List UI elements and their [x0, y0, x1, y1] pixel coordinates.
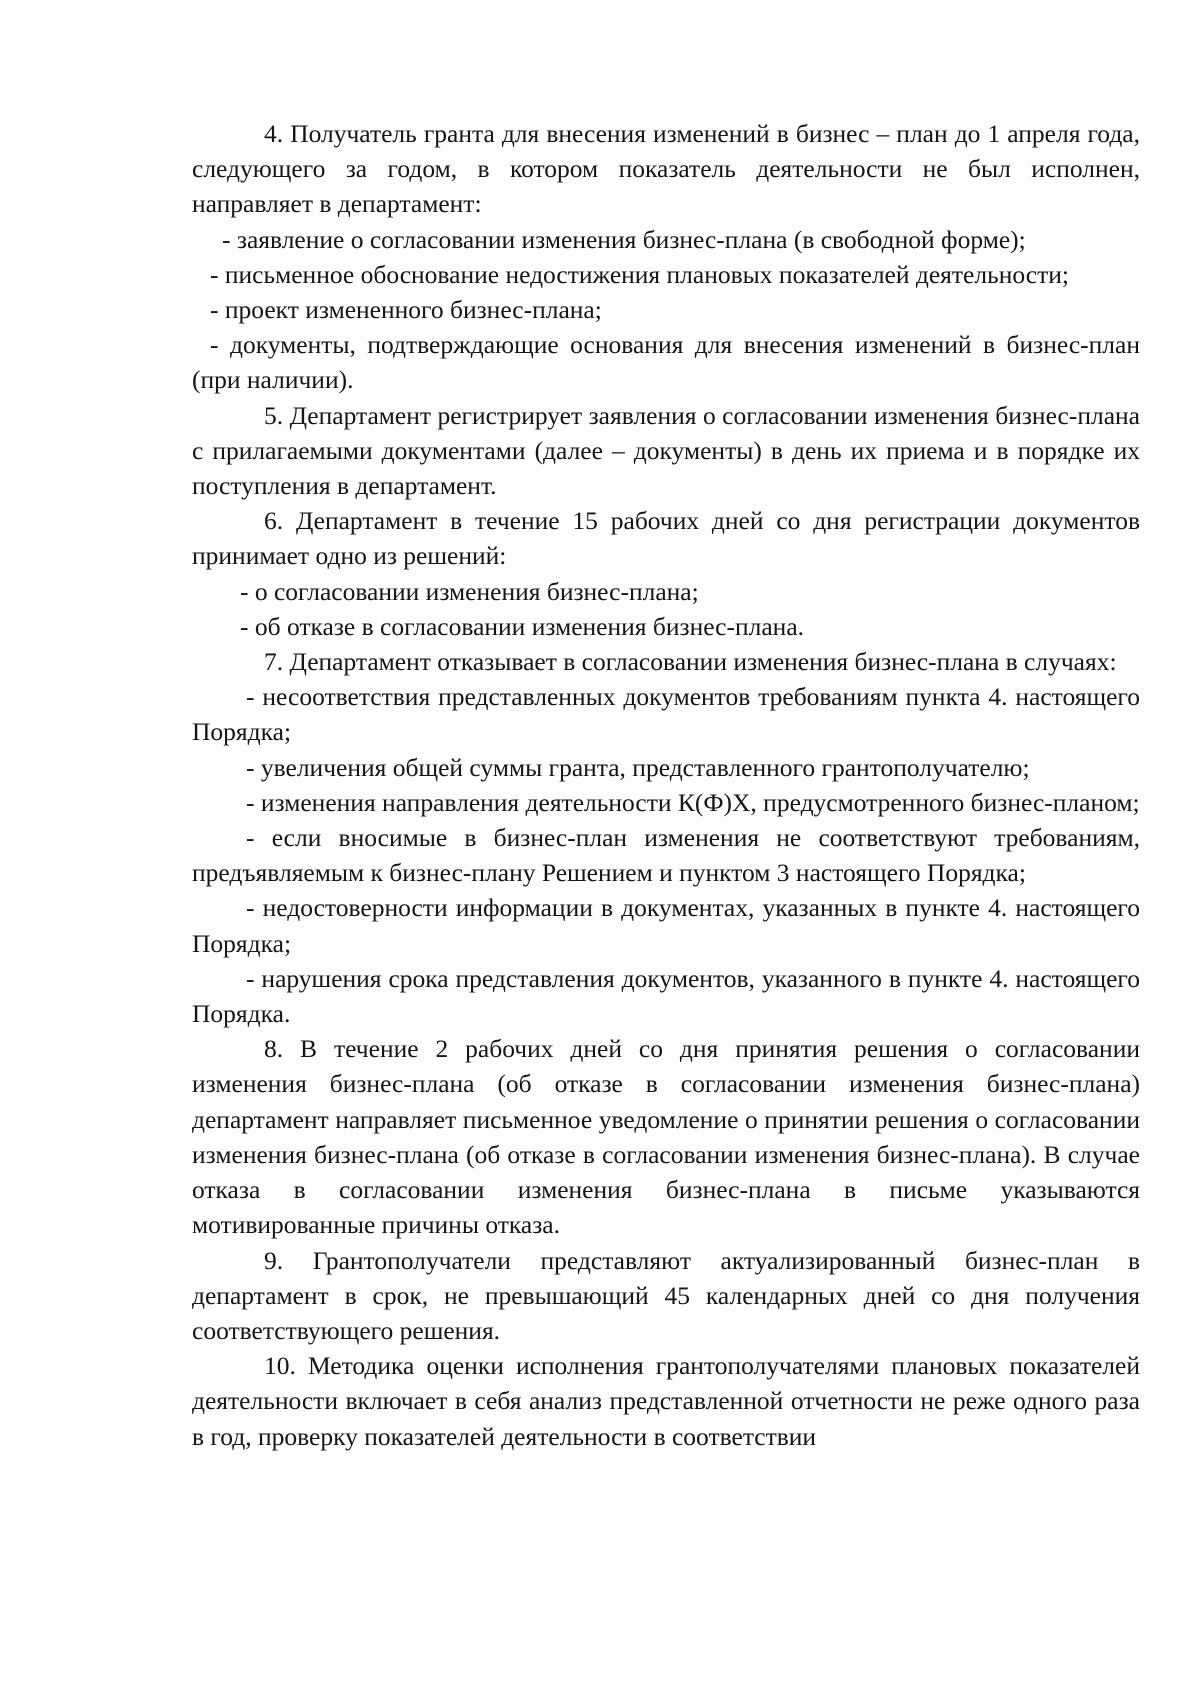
list-item-supporting-documents: - документы, подтверждающие основания для внесения изменений в бизнес-план (при наличии). — [192, 330, 1140, 395]
paragraph-item-10: 10. Методика оценки исполнения грантополучателями плановых показателей деятельности включает в себя анализ представленной отчетности не реже одного раза в год, проверку показателей деятельности в соответствии — [192, 1351, 1140, 1451]
list-item-direction-change: - изменения направления деятельности К(Ф)Х, предусмотренного бизнес-планом; — [246, 787, 1140, 817]
list-item-deadline-violation: - нарушения срока представления документов, указанного в пункте 4. настоящего Порядка. — [192, 963, 1140, 1029]
paragraph-item-6: 6. Департамент в течение 15 рабочих дней со дня регистрации документов принимает одно из решений: — [192, 506, 1140, 571]
paragraph-item-9: 9. Грантополучатели представляют актуализированный бизнес-план в департамент в срок, не превышающий 45 календарных дней со дня получения соответствующего решения. — [192, 1245, 1140, 1345]
list-item-application: - заявление о согласовании изменения бизнес-плана (в свободной форме); — [222, 224, 1026, 254]
list-item-noncompliance: - несоответствия представленных документов требованиям пункта 4. настоящего Порядка; — [192, 682, 1140, 747]
list-item-justification: - письменное обоснование недостижения плановых показателей деятельности; — [210, 259, 1069, 289]
document-body — [192, 116, 1140, 1454]
paragraph-item-8: 8. В течение 2 рабочих дней со дня принятия решения о согласовании изменения бизнес-плана (об отказе в согласовании изменения бизнес-плана) департамент направляет письменное уведомление о принятии решения о согласовании изменения бизнес-плана (об отказе в согласовании изменения бизнес-плана). В случае отказа в согласовании изменения бизнес-плана в письме указываются мотивированные причины отказа. — [192, 1034, 1140, 1240]
list-item-requirements-mismatch: - если вносимые в бизнес-план изменения не соответствуют требованиям, предъявляемым к бизнес-плану Решением и пунктом 3 настоящего Порядка; — [192, 823, 1140, 888]
list-item-approval: - о согласовании изменения бизнес-плана; — [240, 576, 699, 606]
list-item-refusal: - об отказе в согласовании изменения бизнес-плана. — [240, 611, 805, 641]
paragraph-item-4: 4. Получатель гранта для внесения изменений в бизнес – план до 1 апреля года, следующего за годом, в котором показатель деятельности не был исполнен, направляет в департамент: — [192, 119, 1140, 219]
paragraph-item-7: 7. Департамент отказывает в согласовании изменения бизнес-плана в случаях: — [264, 647, 1117, 677]
paragraph-item-5: 5. Департамент регистрирует заявления о согласовании изменения бизнес-плана с прилагаемыми документами (далее – документы) в день их приема и в порядке их поступления в департамент. — [192, 400, 1140, 501]
list-item-unreliable-info: - недостоверности информации в документах, указанных в пункте 4. настоящего Порядка; — [192, 893, 1140, 958]
list-item-draft-plan: - проект измененного бизнес-плана; — [210, 295, 602, 325]
list-item-grant-increase: - увеличения общей суммы гранта, представленного грантополучателю; — [246, 752, 1030, 782]
